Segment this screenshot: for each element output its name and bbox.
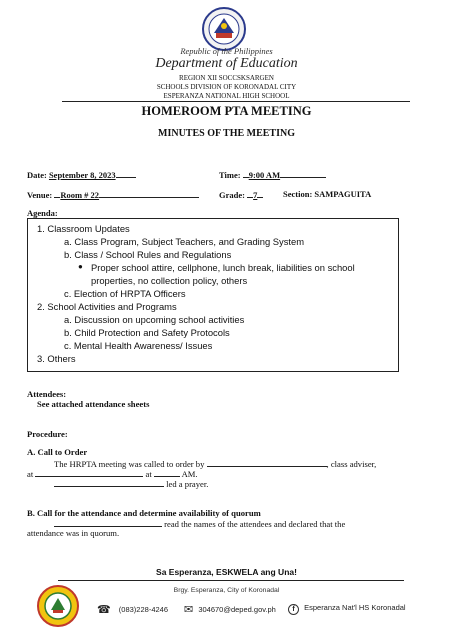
document-subtitle: MINUTES OF THE MEETING bbox=[158, 128, 295, 139]
email-icon: ✉ bbox=[184, 604, 194, 616]
school-logo-icon bbox=[37, 585, 79, 627]
agenda-item: a. Class Program, Subject Teachers, and Grading System bbox=[64, 236, 305, 247]
date-value: September 8, 2023 bbox=[48, 170, 116, 180]
prayer-leader-blank bbox=[54, 478, 164, 487]
division-text: SCHOOLS DIVISION OF KORONADAL CITY bbox=[156, 83, 297, 91]
department-text: Department of Education bbox=[155, 56, 298, 71]
grade-field bbox=[219, 189, 263, 200]
agenda-item: Proper school attire, cellphone, lunch break, liabilities on school bbox=[91, 262, 355, 273]
agenda-item: b. Child Protection and Safety Protocols bbox=[64, 327, 230, 338]
facebook-page[interactable]: Esperanza Nat'l HS Koronadal bbox=[304, 603, 406, 612]
agenda-item: properties, no collection policy, others bbox=[91, 275, 248, 286]
call-to-order-line-1: The HRPTA meeting was called to order by , class adviser, bbox=[54, 459, 377, 469]
agenda-label: Agenda: bbox=[27, 208, 58, 218]
quorum-heading: B. Call for the attendance and determine availability of quorum bbox=[27, 508, 261, 518]
agenda-item: b. Class / School Rules and Regulations bbox=[64, 249, 232, 260]
venue-field bbox=[27, 189, 199, 200]
email-address[interactable]: 304670@deped.gov.ph bbox=[198, 605, 276, 614]
call-to-order-line-3: led a prayer. bbox=[54, 478, 208, 489]
quorum-line-2: attendance was in quorum. bbox=[27, 528, 120, 538]
date-label: Date: bbox=[27, 170, 47, 180]
email-contact bbox=[184, 603, 276, 616]
time-value: 9:00 AM bbox=[248, 170, 281, 180]
agenda-item: c. Mental Health Awareness/ Issues bbox=[64, 340, 213, 351]
section-field bbox=[283, 189, 371, 199]
adviser-blank bbox=[207, 458, 327, 467]
bullet-icon: ● bbox=[78, 262, 83, 271]
agenda-box bbox=[27, 218, 399, 372]
quorum-line-1: read the names of the attendees and declared that the bbox=[54, 518, 345, 529]
agenda-item: 2. School Activities and Programs bbox=[37, 301, 177, 312]
facebook-icon: f bbox=[288, 604, 299, 615]
call-to-order-heading: A. Call to Order bbox=[27, 447, 88, 457]
facebook-contact bbox=[288, 603, 406, 615]
venue-label: Venue: bbox=[27, 190, 53, 200]
time-label: Time: bbox=[219, 170, 241, 180]
time-blank bbox=[154, 468, 180, 477]
agenda-item: a. Discussion on upcoming school activities bbox=[64, 314, 245, 325]
procedure-label: Procedure: bbox=[27, 429, 68, 439]
school-name-text: ESPERANZA NATIONAL HIGH SCHOOL bbox=[163, 92, 290, 100]
school-address: Brgy. Esperanza, City of Koronadal bbox=[173, 587, 280, 594]
footer-divider bbox=[58, 580, 404, 581]
place-blank bbox=[35, 468, 143, 477]
reader-blank bbox=[54, 518, 162, 527]
agenda-item: 3. Others bbox=[37, 353, 76, 364]
grade-label: Grade: bbox=[219, 190, 245, 200]
date-field bbox=[27, 169, 136, 180]
attendees-label: Attendees: bbox=[27, 389, 67, 399]
agenda-item: 1. Classroom Updates bbox=[37, 223, 130, 234]
region-text: REGION XII SOCCSKSARGEN bbox=[179, 74, 274, 82]
grade-value: 7 bbox=[253, 190, 258, 200]
section-value: SAMPAGUITA bbox=[314, 189, 372, 199]
school-motto: Sa Esperanza, ESKWELA ang Una! bbox=[156, 567, 297, 577]
phone-icon: ☎ bbox=[97, 604, 111, 616]
attendees-value: See attached attendance sheets bbox=[37, 399, 150, 409]
header-divider bbox=[62, 101, 410, 102]
venue-value: Room # 22 bbox=[60, 190, 100, 200]
republic-text: Republic of the Philippines bbox=[180, 46, 273, 56]
phone-number: (083)228-4246 bbox=[118, 605, 169, 614]
section-label: Section: bbox=[283, 189, 313, 199]
phone-contact bbox=[97, 603, 168, 616]
call-to-order-line-2: at at AM. bbox=[27, 469, 198, 479]
agenda-item: c. Election of HRPTA Officers bbox=[64, 288, 186, 299]
document-title: HOMEROOM PTA MEETING bbox=[141, 104, 312, 118]
time-field bbox=[219, 169, 326, 180]
